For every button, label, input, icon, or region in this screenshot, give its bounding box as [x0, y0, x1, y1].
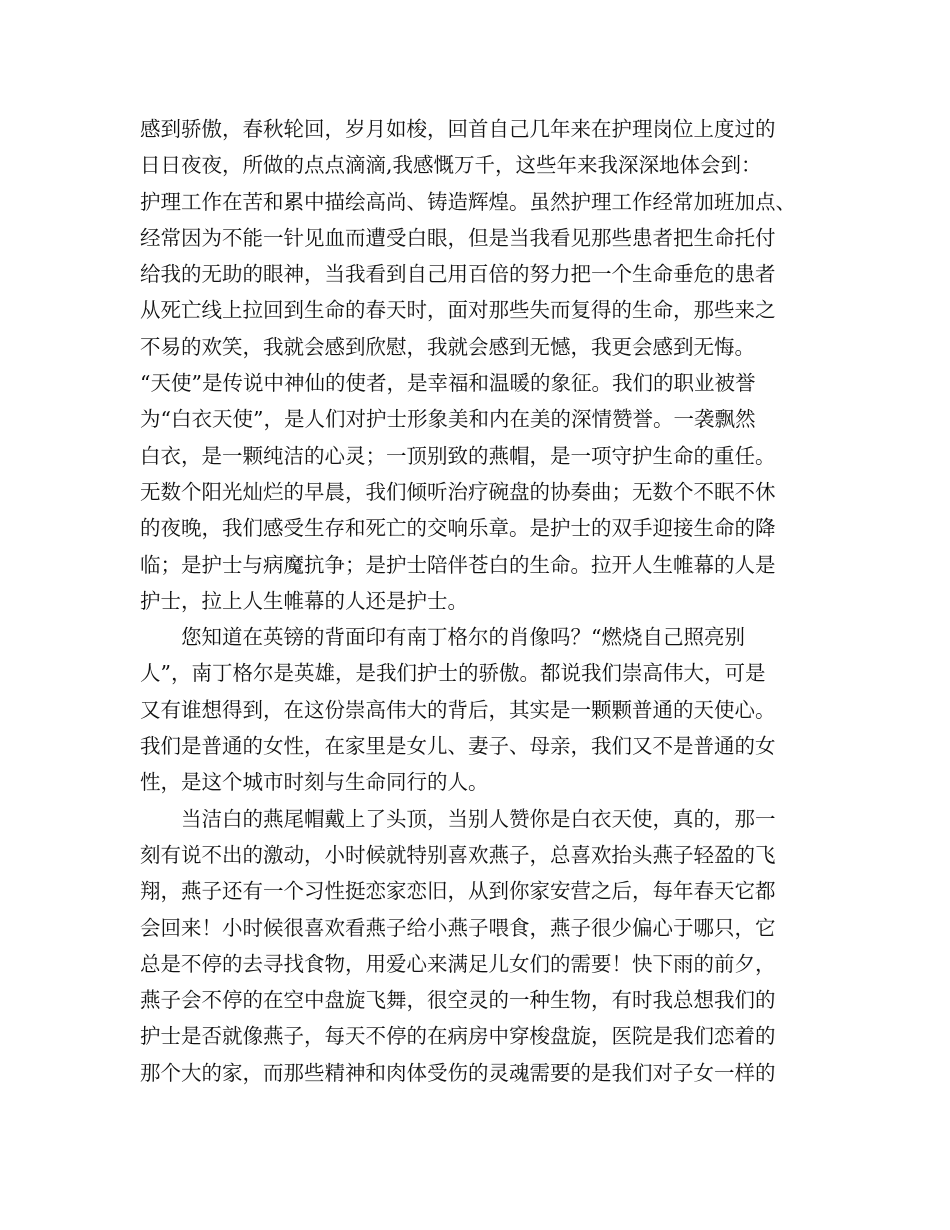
text-line: 翔，燕子还有一个习性挺恋家恋旧，从到你家安营之后，每年春天它都: [140, 879, 776, 904]
text-line: 的夜晚，我们感受生存和死亡的交响乐章。是护士的双手迎接生命的降: [140, 516, 776, 541]
text-line: 护理工作在苦和累中描绘高尚、铸造辉煌。虽然护理工作经常加班加点、: [140, 189, 796, 214]
text-line: 会回来！小时候很喜欢看燕子给小燕子喂食，燕子很少偏心于哪只，它: [140, 915, 776, 940]
text-line: 那个大的家，而那些精神和肉体受伤的灵魂需要的是我们对子女一样的: [140, 1060, 776, 1085]
text-line: 经常因为不能一针见血而遭受白眼，但是当我看见那些患者把生命托付: [140, 225, 776, 250]
text-line: 性，是这个城市时刻与生命同行的人。: [140, 770, 489, 795]
text-line: “天使”是传说中神仙的使者，是幸福和温暖的象征。我们的职业被誉: [140, 371, 756, 396]
text-line: 我们是普通的女性，在家里是女儿、妻子、母亲，我们又不是普通的女: [140, 734, 776, 759]
text-line: 刻有说不出的激动，小时候就特别喜欢燕子，总喜欢抬头燕子轻盈的飞: [140, 842, 776, 867]
text-line: 不易的欢笑，我就会感到欣慰，我就会感到无憾，我更会感到无悔。: [140, 334, 755, 359]
document-body-text: [140, 111, 820, 1091]
text-line: 给我的无助的眼神，当我看到自己用百倍的努力把一个生命垂危的患者: [140, 262, 776, 287]
text-line: 为“白衣天使”，是人们对护士形象美和内在美的深情赞誉。一袭飘然: [140, 407, 756, 432]
text-line: 白衣，是一颗纯洁的心灵；一顶别致的燕帽，是一项守护生命的重任。: [140, 443, 776, 468]
text-line: 当洁白的燕尾帽戴上了头顶，当别人赞你是白衣天使，真的，那一: [140, 806, 776, 831]
text-line: 人”，南丁格尔是英雄，是我们护士的骄傲。都说我们崇高伟大，可是: [140, 661, 766, 686]
text-line: 您知道在英镑的背面印有南丁格尔的肖像吗？“燃烧自己照亮别: [140, 625, 745, 650]
text-line: 护士是否就像燕子，每天不停的在病房中穿梭盘旋，医院是我们恋着的: [140, 1024, 776, 1049]
text-line: 日日夜夜，所做的点点滴滴,我感慨万千，这些年来我深深地体会到：: [140, 153, 762, 178]
text-line: 又有谁想得到，在这份崇高伟大的背后，其实是一颗颗普通的天使心。: [140, 697, 776, 722]
text-line: 从死亡线上拉回到生命的春天时，面对那些失而复得的生命，那些来之: [140, 298, 776, 323]
text-line: 感到骄傲，春秋轮回，岁月如梭，回首自己几年来在护理岗位上度过的: [140, 117, 776, 141]
text-line: 无数个阳光灿烂的早晨，我们倾听治疗碗盘的协奏曲；无数个不眠不休: [140, 479, 776, 504]
text-line: 总是不停的去寻找食物，用爱心来满足儿女们的需要！快下雨的前夕，: [140, 951, 776, 976]
text-line: 燕子会不停的在空中盘旋飞舞，很空灵的一种生物，有时我总想我们的: [140, 988, 776, 1013]
text-line: 护士，拉上人生帷幕的人还是护士。: [140, 588, 468, 613]
text-line: 临；是护士与病魔抗争；是护士陪伴苍白的生命。拉开人生帷幕的人是: [140, 552, 776, 577]
